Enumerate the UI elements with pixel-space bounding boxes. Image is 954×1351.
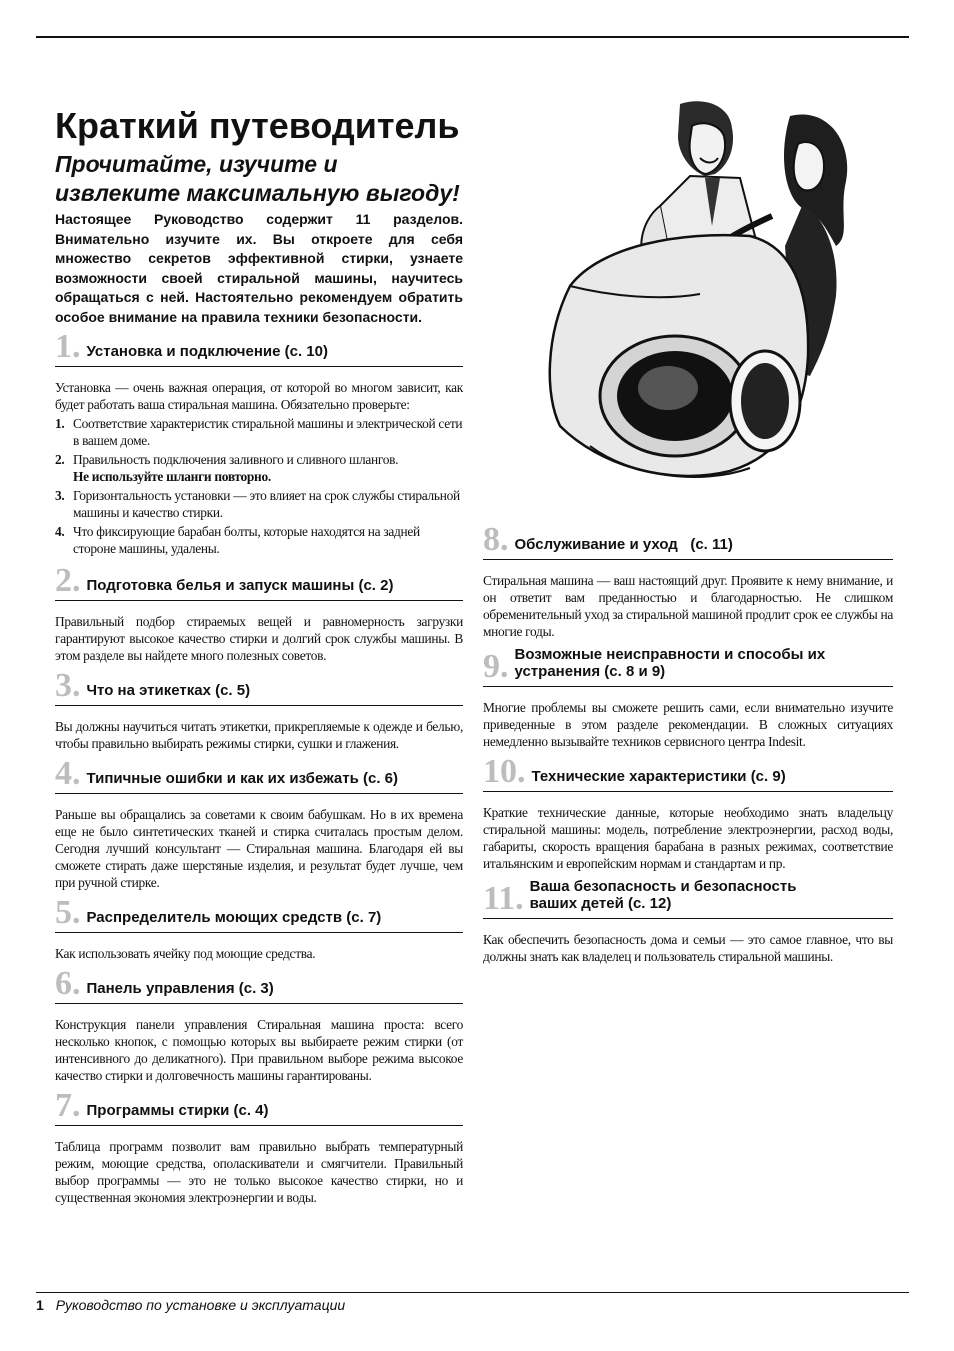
page-footer [36, 1297, 345, 1313]
section-text: Вы должны научиться читать этикетки, прикрепляемые к одежде и белью, чтобы правильно выбирать режимы стирки, сушки и глажения. [55, 719, 463, 751]
couple-washing-machine-illustration [540, 96, 860, 491]
section-heading [55, 894, 463, 933]
section-heading [483, 753, 893, 792]
section-number: 4. [55, 755, 81, 792]
section-text: Раньше вы обращались за советами к своим бабушкам. Но в их времена еще не было синтетических тканей и стирка считалась простым делом. Сегодня лучший консультант — Стиральная машина. Благодаря ей вы сможете стирать даже шерстяные изделия, и результат будет лучше, чем при ручной стирке. [55, 807, 463, 890]
section-number: 3. [55, 667, 81, 704]
bottom-rule [36, 1292, 909, 1293]
section-text: Как использовать ячейку под моющие средства. [55, 946, 316, 961]
section-title: Установка и подключение (с. 10) [86, 343, 328, 360]
section-title: Возможные неисправности и способы их устранения (с. 8 и 9) [514, 646, 826, 680]
section-text: Правильный подбор стираемых вещей и равномерность загрузки гарантируют высокое качество стирки и долгий срок службы машины. В этом разделе вы найдете много полезных советов. [55, 614, 463, 663]
section-text: Конструкция панели управления Стиральная машина проста: всего несколько кнопок, с помощью которых вы выбираете режим стирки (от интенсивного до деликатного). При правильном выборе режима высокое качество стирки и долговечность машины гарантированы. [55, 1017, 463, 1083]
list-item: 3. Горизонтальность установки — это влияет на срок службы стиральной машины и качество стирки. [55, 488, 460, 520]
section-title: Подготовка белья и запуск машины (с. 2) [86, 577, 394, 594]
section-7 [55, 1087, 463, 1206]
section-5 [55, 894, 463, 962]
section-text: Как обеспечить безопасность дома и семьи — это самое главное, что вы должны знать как владелец и пользователь стиральной машины. [483, 932, 893, 964]
section-text: Таблица программ позволит вам правильно выбрать температурный режим, моющие средства, ополаскиватели и смягчители. Правильный выбор программы — это не только высокое качество стирки, но и существенная экономия электроэнергии и воды. [55, 1139, 463, 1205]
section-number: 9. [483, 648, 509, 685]
section-title: Программы стирки (с. 4) [86, 1102, 269, 1119]
section-title: Обслуживание и уход (с. 11) [514, 536, 733, 553]
section-title: Что на этикетках (с. 5) [86, 682, 251, 699]
section-number: 2. [55, 562, 81, 599]
section-9 [483, 646, 893, 750]
left-column [55, 104, 463, 1212]
section-number: 7. [55, 1087, 81, 1124]
section-heading [55, 328, 463, 367]
section-heading [55, 667, 463, 706]
page-number: 1 [36, 1297, 44, 1313]
section-title: Технические характеристики (с. 9) [531, 768, 786, 785]
section-1 [55, 328, 463, 557]
section-11 [483, 878, 893, 965]
right-column [483, 520, 893, 971]
section-text: Установка — очень важная операция, от которой во многом зависит, как будет работать ваша стиральная машина. Обязательно проверьте: [55, 380, 463, 412]
section-title: Панель управления (с. 3) [86, 980, 274, 997]
section-title: Типичные ошибки и как их избежать (с. 6) [86, 770, 398, 787]
list-item: 1. Соответствие характеристик стиральной машины и электрической сети в вашем доме. [55, 416, 463, 448]
section-number: 8. [483, 521, 509, 558]
section-8 [483, 521, 893, 640]
intro-paragraph: Настоящее Руководство содержит 11 разделов. Внимательно изучите их. Вы откроете для себя множество секретов эффективной стирки, узнаете возможности своей стиральной машины, научитесь обращаться с ней. Настоятельно рекомендуем обратить особое внимание на правила техники безопасности. [55, 211, 463, 325]
section-heading [483, 878, 893, 919]
section-heading [55, 965, 463, 1004]
section-number: 1. [55, 328, 81, 365]
section-heading [55, 755, 463, 794]
section-heading [483, 521, 893, 560]
checklist [55, 415, 463, 557]
section-text: Многие проблемы вы сможете решить сами, если внимательно изучите приведенные в этом разделе рекомендации. В сложных ситуациях немедленно вызывайте техников сервисного центра Indesit. [483, 700, 893, 749]
section-title: Распределитель моющих средств (с. 7) [86, 909, 382, 926]
page-subtitle: Прочитайте, изучите и извлеките максимальную выгоду! [55, 151, 460, 206]
section-2 [55, 562, 463, 664]
section-number: 10. [483, 753, 526, 790]
section-number: 6. [55, 965, 81, 1002]
section-text: Краткие технические данные, которые необходимо знать владельцу стиральной машины: модель, потребление электроэнергии, расход воды, габариты, скорость вращения барабана в разных режимах, соответствие итальянским и европейским нормам и стандартам и пр. [483, 805, 893, 871]
section-text: Стиральная машина — ваш настоящий друг. Проявите к нему внимание, и он ответит вам преданностью и благодарностью. Не слишком обременительный уход за стиральной машиной продлит срок ее службы на многие годы. [483, 573, 893, 639]
section-6 [55, 965, 463, 1084]
top-rule [36, 36, 909, 38]
section-title: Ваша безопасность и безопасность ваших детей (с. 12) [529, 878, 797, 912]
section-4 [55, 755, 463, 891]
section-heading [55, 562, 463, 601]
list-item: 2. Правильность подключения заливного и сливного шлангов. Не используйте шланги повторно. [55, 452, 399, 484]
warning-note: Не используйте шланги повторно. [73, 469, 271, 484]
section-number: 5. [55, 894, 81, 931]
section-3 [55, 667, 463, 752]
list-item: 4. Что фиксирующие барабан болты, которые находятся на задней стороне машины, удалены. [55, 524, 420, 556]
section-heading [55, 1087, 463, 1126]
footer-text: Руководство по установке и эксплуатации [55, 1297, 346, 1313]
section-heading [483, 646, 893, 687]
section-number: 11. [483, 880, 524, 917]
section-10 [483, 753, 893, 872]
page-title: Краткий путеводитель [55, 105, 460, 146]
